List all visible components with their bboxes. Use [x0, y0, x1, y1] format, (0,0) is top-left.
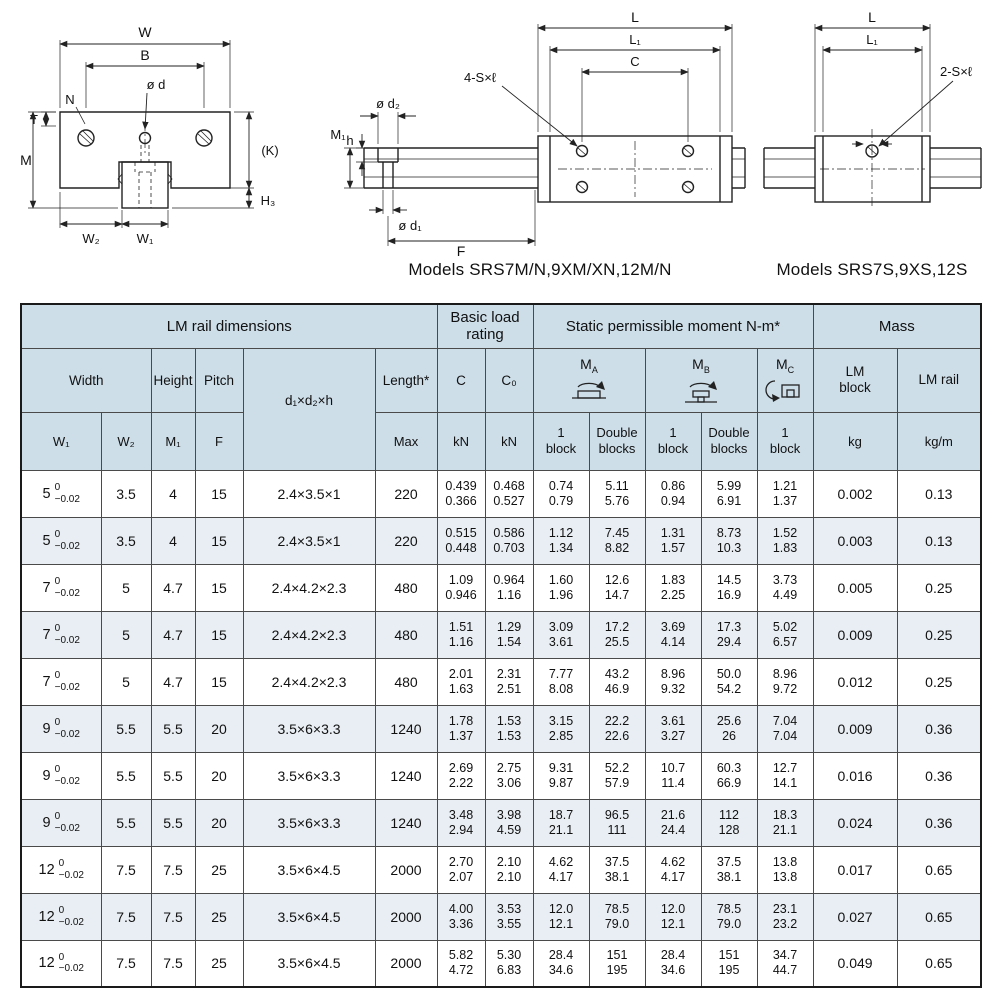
cell-d-formula: 3.5×6×3.3 — [243, 752, 375, 799]
cell-mass-block: 0.016 — [813, 752, 897, 799]
cell-c: 2.01 1.63 — [437, 658, 485, 705]
cell-mb-1block: 21.6 24.4 — [645, 799, 701, 846]
col-w2: W₂ — [101, 412, 151, 470]
cell-max-length: 220 — [375, 517, 437, 564]
cell-m1: 5.5 — [151, 799, 195, 846]
cell-max-length: 1240 — [375, 752, 437, 799]
cell-m1: 7.5 — [151, 940, 195, 987]
cell-mass-rail: 0.36 — [897, 752, 981, 799]
cell-c: 2.69 2.22 — [437, 752, 485, 799]
cell-ma-1block: 7.77 8.08 — [533, 658, 589, 705]
cell-ma-double: 96.5 111 — [589, 799, 645, 846]
cell-mc-1block: 5.02 6.57 — [757, 611, 813, 658]
cell-c0: 3.53 3.55 — [485, 893, 533, 940]
col-c0: C₀ — [485, 348, 533, 412]
cell-ma-1block: 3.15 2.85 — [533, 705, 589, 752]
cell-mass-rail: 0.36 — [897, 799, 981, 846]
dim-label-m1: M₁ — [330, 127, 346, 142]
cell-ma-1block: 4.62 4.17 — [533, 846, 589, 893]
caption-models-s: Models SRS7S,9XS,12S — [776, 260, 968, 279]
cell-ma-double: 151 195 — [589, 940, 645, 987]
screw-callout-label: 4-S×ℓ — [463, 70, 497, 85]
cell-mass-block: 0.009 — [813, 611, 897, 658]
cell-mc-1block: 34.7 44.7 — [757, 940, 813, 987]
rolling-moment-icon — [681, 378, 721, 404]
dim-label-phi-d: ø d — [146, 77, 166, 92]
col-c: C — [437, 348, 485, 412]
cell-m1: 5.5 — [151, 705, 195, 752]
col-w1: W₁ — [21, 412, 101, 470]
cell-c0: 2.75 3.06 — [485, 752, 533, 799]
cell-f: 15 — [195, 517, 243, 564]
dim-label-w2: W₂ — [82, 231, 100, 246]
dim-label-l1: L₁ — [629, 32, 641, 47]
cell-m1: 5.5 — [151, 752, 195, 799]
mc-label: $M_C$ — [775, 356, 795, 375]
cell-mb-double: 25.6 26 — [701, 705, 757, 752]
cell-c: 1.09 0.946 — [437, 564, 485, 611]
cell-ma-double: 43.2 46.9 — [589, 658, 645, 705]
dim-label-w: W — [138, 24, 152, 40]
cell-mb-1block: 3.61 3.27 — [645, 705, 701, 752]
cell-mass-block: 0.024 — [813, 799, 897, 846]
cell-ma-1block: 12.0 12.1 — [533, 893, 589, 940]
cell-c0: 5.30 6.83 — [485, 940, 533, 987]
col-lm-rail: LM rail — [897, 348, 981, 412]
cell-w1: 9 0 −0.02 — [21, 799, 101, 846]
cell-mass-rail: 0.25 — [897, 611, 981, 658]
front-view-diagram — [20, 12, 290, 252]
group-rail-dimensions: LM rail dimensions — [21, 304, 437, 348]
cell-d-formula: 2.4×3.5×1 — [243, 470, 375, 517]
cell-f: 20 — [195, 752, 243, 799]
cell-max-length: 2000 — [375, 893, 437, 940]
cell-mass-block: 0.005 — [813, 564, 897, 611]
cell-mass-block: 0.003 — [813, 517, 897, 564]
ma-label: $M_A$ — [580, 356, 598, 375]
dim-label-h: h — [346, 133, 354, 148]
col-moment-mb — [645, 348, 757, 412]
cell-w1: 5 0 −0.02 — [21, 470, 101, 517]
cell-d-formula: 3.5×6×4.5 — [243, 893, 375, 940]
cell-mass-rail: 0.13 — [897, 470, 981, 517]
cell-m1: 7.5 — [151, 893, 195, 940]
group-mass: Mass — [813, 304, 981, 348]
top-view-s-diagram — [760, 10, 985, 260]
cell-mass-rail: 0.36 — [897, 705, 981, 752]
cell-c: 0.515 0.448 — [437, 517, 485, 564]
dim-label-l: L — [631, 10, 639, 25]
cell-mass-block: 0.017 — [813, 846, 897, 893]
cell-ma-1block: 28.4 34.6 — [533, 940, 589, 987]
dim-label-l-s: L — [868, 10, 876, 25]
mb-label: $M_B$ — [692, 356, 710, 375]
table-body — [21, 470, 981, 987]
cell-c: 1.51 1.16 — [437, 611, 485, 658]
cell-d-formula: 2.4×4.2×2.3 — [243, 564, 375, 611]
cell-f: 15 — [195, 470, 243, 517]
cell-mb-double: 112 128 — [701, 799, 757, 846]
cell-max-length: 2000 — [375, 846, 437, 893]
cell-mass-rail: 0.65 — [897, 893, 981, 940]
cell-ma-double: 37.5 38.1 — [589, 846, 645, 893]
cell-d-formula: 3.5×6×3.3 — [243, 705, 375, 752]
cell-w2: 5 — [101, 658, 151, 705]
cell-ma-double: 12.6 14.7 — [589, 564, 645, 611]
cell-ma-double: 78.5 79.0 — [589, 893, 645, 940]
col-pitch: Pitch — [195, 348, 243, 412]
cell-mb-double: 60.3 66.9 — [701, 752, 757, 799]
cell-w2: 3.5 — [101, 470, 151, 517]
cell-c: 5.82 4.72 — [437, 940, 485, 987]
col-mc-1block: 1 block — [757, 412, 813, 470]
dim-label-l1-s: L₁ — [866, 32, 878, 47]
cell-mb-1block: 8.96 9.32 — [645, 658, 701, 705]
cell-d-formula: 3.5×6×4.5 — [243, 846, 375, 893]
table-row — [21, 658, 981, 705]
cell-m1: 4 — [151, 517, 195, 564]
cell-mass-rail: 0.25 — [897, 658, 981, 705]
dim-label-f: F — [456, 243, 466, 259]
screw-callout-label-s: 2-S×ℓ — [939, 64, 973, 79]
cell-w2: 7.5 — [101, 893, 151, 940]
col-c0-unit: kN — [485, 412, 533, 470]
cell-c0: 1.29 1.54 — [485, 611, 533, 658]
cell-mb-double: 78.5 79.0 — [701, 893, 757, 940]
cell-mc-1block: 8.96 9.72 — [757, 658, 813, 705]
cell-d-formula: 2.4×3.5×1 — [243, 517, 375, 564]
cell-d-formula: 2.4×4.2×2.3 — [243, 611, 375, 658]
cell-w1: 7 0 −0.02 — [21, 658, 101, 705]
col-f: F — [195, 412, 243, 470]
cell-mb-1block: 4.62 4.17 — [645, 846, 701, 893]
cell-f: 20 — [195, 799, 243, 846]
col-moment-mc — [757, 348, 813, 412]
cell-c: 4.00 3.36 — [437, 893, 485, 940]
cell-ma-1block: 0.74 0.79 — [533, 470, 589, 517]
cell-mc-1block: 3.73 4.49 — [757, 564, 813, 611]
dim-label-m: M — [20, 152, 32, 168]
col-width: Width — [21, 348, 151, 412]
dim-label-b: B — [140, 47, 150, 63]
cell-w1: 12 0 −0.02 — [21, 846, 101, 893]
col-length: Length* — [375, 348, 437, 412]
cell-mass-block: 0.002 — [813, 470, 897, 517]
cell-mb-double: 5.99 6.91 — [701, 470, 757, 517]
cell-ma-double: 7.45 8.82 — [589, 517, 645, 564]
cell-ma-1block: 1.12 1.34 — [533, 517, 589, 564]
dim-label-phi-d1: ø d₁ — [398, 218, 422, 233]
cell-ma-double: 17.2 25.5 — [589, 611, 645, 658]
cell-mb-1block: 3.69 4.14 — [645, 611, 701, 658]
col-mb-1block: 1 block — [645, 412, 701, 470]
table-row — [21, 940, 981, 987]
cell-max-length: 480 — [375, 611, 437, 658]
cell-ma-1block: 9.31 9.87 — [533, 752, 589, 799]
cell-f: 15 — [195, 611, 243, 658]
cell-w1: 9 0 −0.02 — [21, 705, 101, 752]
col-height: Height — [151, 348, 195, 412]
caption-models-mn: Models SRS7M/N,9XM/XN,12M/N — [408, 260, 672, 279]
dim-label-w1: W₁ — [136, 231, 154, 246]
col-lm-block: LM block — [813, 348, 897, 412]
cell-max-length: 480 — [375, 658, 437, 705]
table-row — [21, 705, 981, 752]
cell-ma-1block: 1.60 1.96 — [533, 564, 589, 611]
cell-mass-block: 0.049 — [813, 940, 897, 987]
cell-w2: 5 — [101, 611, 151, 658]
col-d-formula: d₁×d₂×h — [243, 348, 375, 470]
cell-f: 15 — [195, 658, 243, 705]
cell-c0: 0.964 1.16 — [485, 564, 533, 611]
cell-c: 3.48 2.94 — [437, 799, 485, 846]
cell-mc-1block: 23.1 23.2 — [757, 893, 813, 940]
cell-mass-rail: 0.65 — [897, 846, 981, 893]
cell-max-length: 1240 — [375, 799, 437, 846]
cell-d-formula: 3.5×6×3.3 — [243, 799, 375, 846]
cell-f: 25 — [195, 940, 243, 987]
cell-max-length: 480 — [375, 564, 437, 611]
table-row — [21, 517, 981, 564]
dim-label-phi-d2: ø d₂ — [376, 96, 400, 111]
cell-mb-1block: 12.0 12.1 — [645, 893, 701, 940]
cell-w2: 5 — [101, 564, 151, 611]
cell-mc-1block: 13.8 13.8 — [757, 846, 813, 893]
cell-c: 2.70 2.07 — [437, 846, 485, 893]
group-static-moment: Static permissible moment N-m* — [533, 304, 813, 348]
cell-w2: 7.5 — [101, 846, 151, 893]
dim-label-h3: H₃ — [260, 193, 276, 208]
cell-c0: 2.31 2.51 — [485, 658, 533, 705]
col-rail-unit: kg/m — [897, 412, 981, 470]
cell-mb-double: 8.73 10.3 — [701, 517, 757, 564]
cell-c0: 0.586 0.703 — [485, 517, 533, 564]
cell-m1: 4.7 — [151, 658, 195, 705]
cell-f: 25 — [195, 893, 243, 940]
col-mb-double: Double blocks — [701, 412, 757, 470]
col-ma-double: Double blocks — [589, 412, 645, 470]
side-top-view-diagram — [330, 10, 750, 260]
cell-m1: 4.7 — [151, 611, 195, 658]
table-row — [21, 470, 981, 517]
table-row — [21, 893, 981, 940]
col-max: Max — [375, 412, 437, 470]
cell-w1: 12 0 −0.02 — [21, 893, 101, 940]
cell-mb-double: 50.0 54.2 — [701, 658, 757, 705]
cell-d-formula: 2.4×4.2×2.3 — [243, 658, 375, 705]
cell-mass-block: 0.012 — [813, 658, 897, 705]
cell-mc-1block: 12.7 14.1 — [757, 752, 813, 799]
yawing-moment-icon — [765, 378, 805, 404]
col-c-unit: kN — [437, 412, 485, 470]
cell-c0: 0.468 0.527 — [485, 470, 533, 517]
col-ma-1block: 1 block — [533, 412, 589, 470]
cell-mass-block: 0.027 — [813, 893, 897, 940]
cell-ma-1block: 3.09 3.61 — [533, 611, 589, 658]
cell-mc-1block: 1.21 1.37 — [757, 470, 813, 517]
cell-mb-1block: 28.4 34.6 — [645, 940, 701, 987]
col-moment-ma — [533, 348, 645, 412]
table-row — [21, 846, 981, 893]
cell-w1: 7 0 −0.02 — [21, 611, 101, 658]
cell-w1: 7 0 −0.02 — [21, 564, 101, 611]
cell-c0: 1.53 1.53 — [485, 705, 533, 752]
cell-w1: 9 0 −0.02 — [21, 752, 101, 799]
cell-mass-rail: 0.65 — [897, 940, 981, 987]
cell-mb-1block: 1.83 2.25 — [645, 564, 701, 611]
cell-m1: 7.5 — [151, 846, 195, 893]
cell-c0: 3.98 4.59 — [485, 799, 533, 846]
cell-ma-double: 5.11 5.76 — [589, 470, 645, 517]
col-m1: M₁ — [151, 412, 195, 470]
cell-max-length: 220 — [375, 470, 437, 517]
cell-w2: 5.5 — [101, 752, 151, 799]
cell-m1: 4 — [151, 470, 195, 517]
cell-mb-double: 37.5 38.1 — [701, 846, 757, 893]
cell-w2: 3.5 — [101, 517, 151, 564]
cell-w2: 5.5 — [101, 799, 151, 846]
cell-max-length: 2000 — [375, 940, 437, 987]
cell-w2: 7.5 — [101, 940, 151, 987]
cell-mc-1block: 18.3 21.1 — [757, 799, 813, 846]
cell-w1: 5 0 −0.02 — [21, 517, 101, 564]
cell-mass-rail: 0.13 — [897, 517, 981, 564]
table-row — [21, 564, 981, 611]
cell-max-length: 1240 — [375, 705, 437, 752]
cell-c: 0.439 0.366 — [437, 470, 485, 517]
cell-mb-double: 17.3 29.4 — [701, 611, 757, 658]
table-row — [21, 752, 981, 799]
cell-c: 1.78 1.37 — [437, 705, 485, 752]
dim-label-n: N — [65, 92, 75, 107]
cell-m1: 4.7 — [151, 564, 195, 611]
spec-table — [20, 303, 982, 988]
cell-d-formula: 3.5×6×4.5 — [243, 940, 375, 987]
cell-c0: 2.10 2.10 — [485, 846, 533, 893]
dim-label-t: T — [30, 112, 38, 127]
cell-ma-double: 22.2 22.6 — [589, 705, 645, 752]
cell-mb-double: 151 195 — [701, 940, 757, 987]
table-header — [21, 304, 981, 470]
cell-mass-block: 0.009 — [813, 705, 897, 752]
dim-label-k: (K) — [261, 143, 279, 158]
cell-mass-rail: 0.25 — [897, 564, 981, 611]
cell-f: 15 — [195, 564, 243, 611]
cell-mb-1block: 0.86 0.94 — [645, 470, 701, 517]
pitching-moment-icon — [569, 378, 609, 404]
cell-ma-double: 52.2 57.9 — [589, 752, 645, 799]
table-row — [21, 611, 981, 658]
cell-w1: 12 0 −0.02 — [21, 940, 101, 987]
table-row — [21, 799, 981, 846]
cell-mc-1block: 7.04 7.04 — [757, 705, 813, 752]
cell-ma-1block: 18.7 21.1 — [533, 799, 589, 846]
cell-mc-1block: 1.52 1.83 — [757, 517, 813, 564]
cell-mb-1block: 10.7 11.4 — [645, 752, 701, 799]
group-basic-load-rating: Basic load rating — [437, 304, 533, 348]
dim-label-c: C — [630, 54, 640, 69]
cell-f: 20 — [195, 705, 243, 752]
cell-mb-double: 14.5 16.9 — [701, 564, 757, 611]
col-block-unit: kg — [813, 412, 897, 470]
cell-f: 25 — [195, 846, 243, 893]
cell-mb-1block: 1.31 1.57 — [645, 517, 701, 564]
cell-w2: 5.5 — [101, 705, 151, 752]
